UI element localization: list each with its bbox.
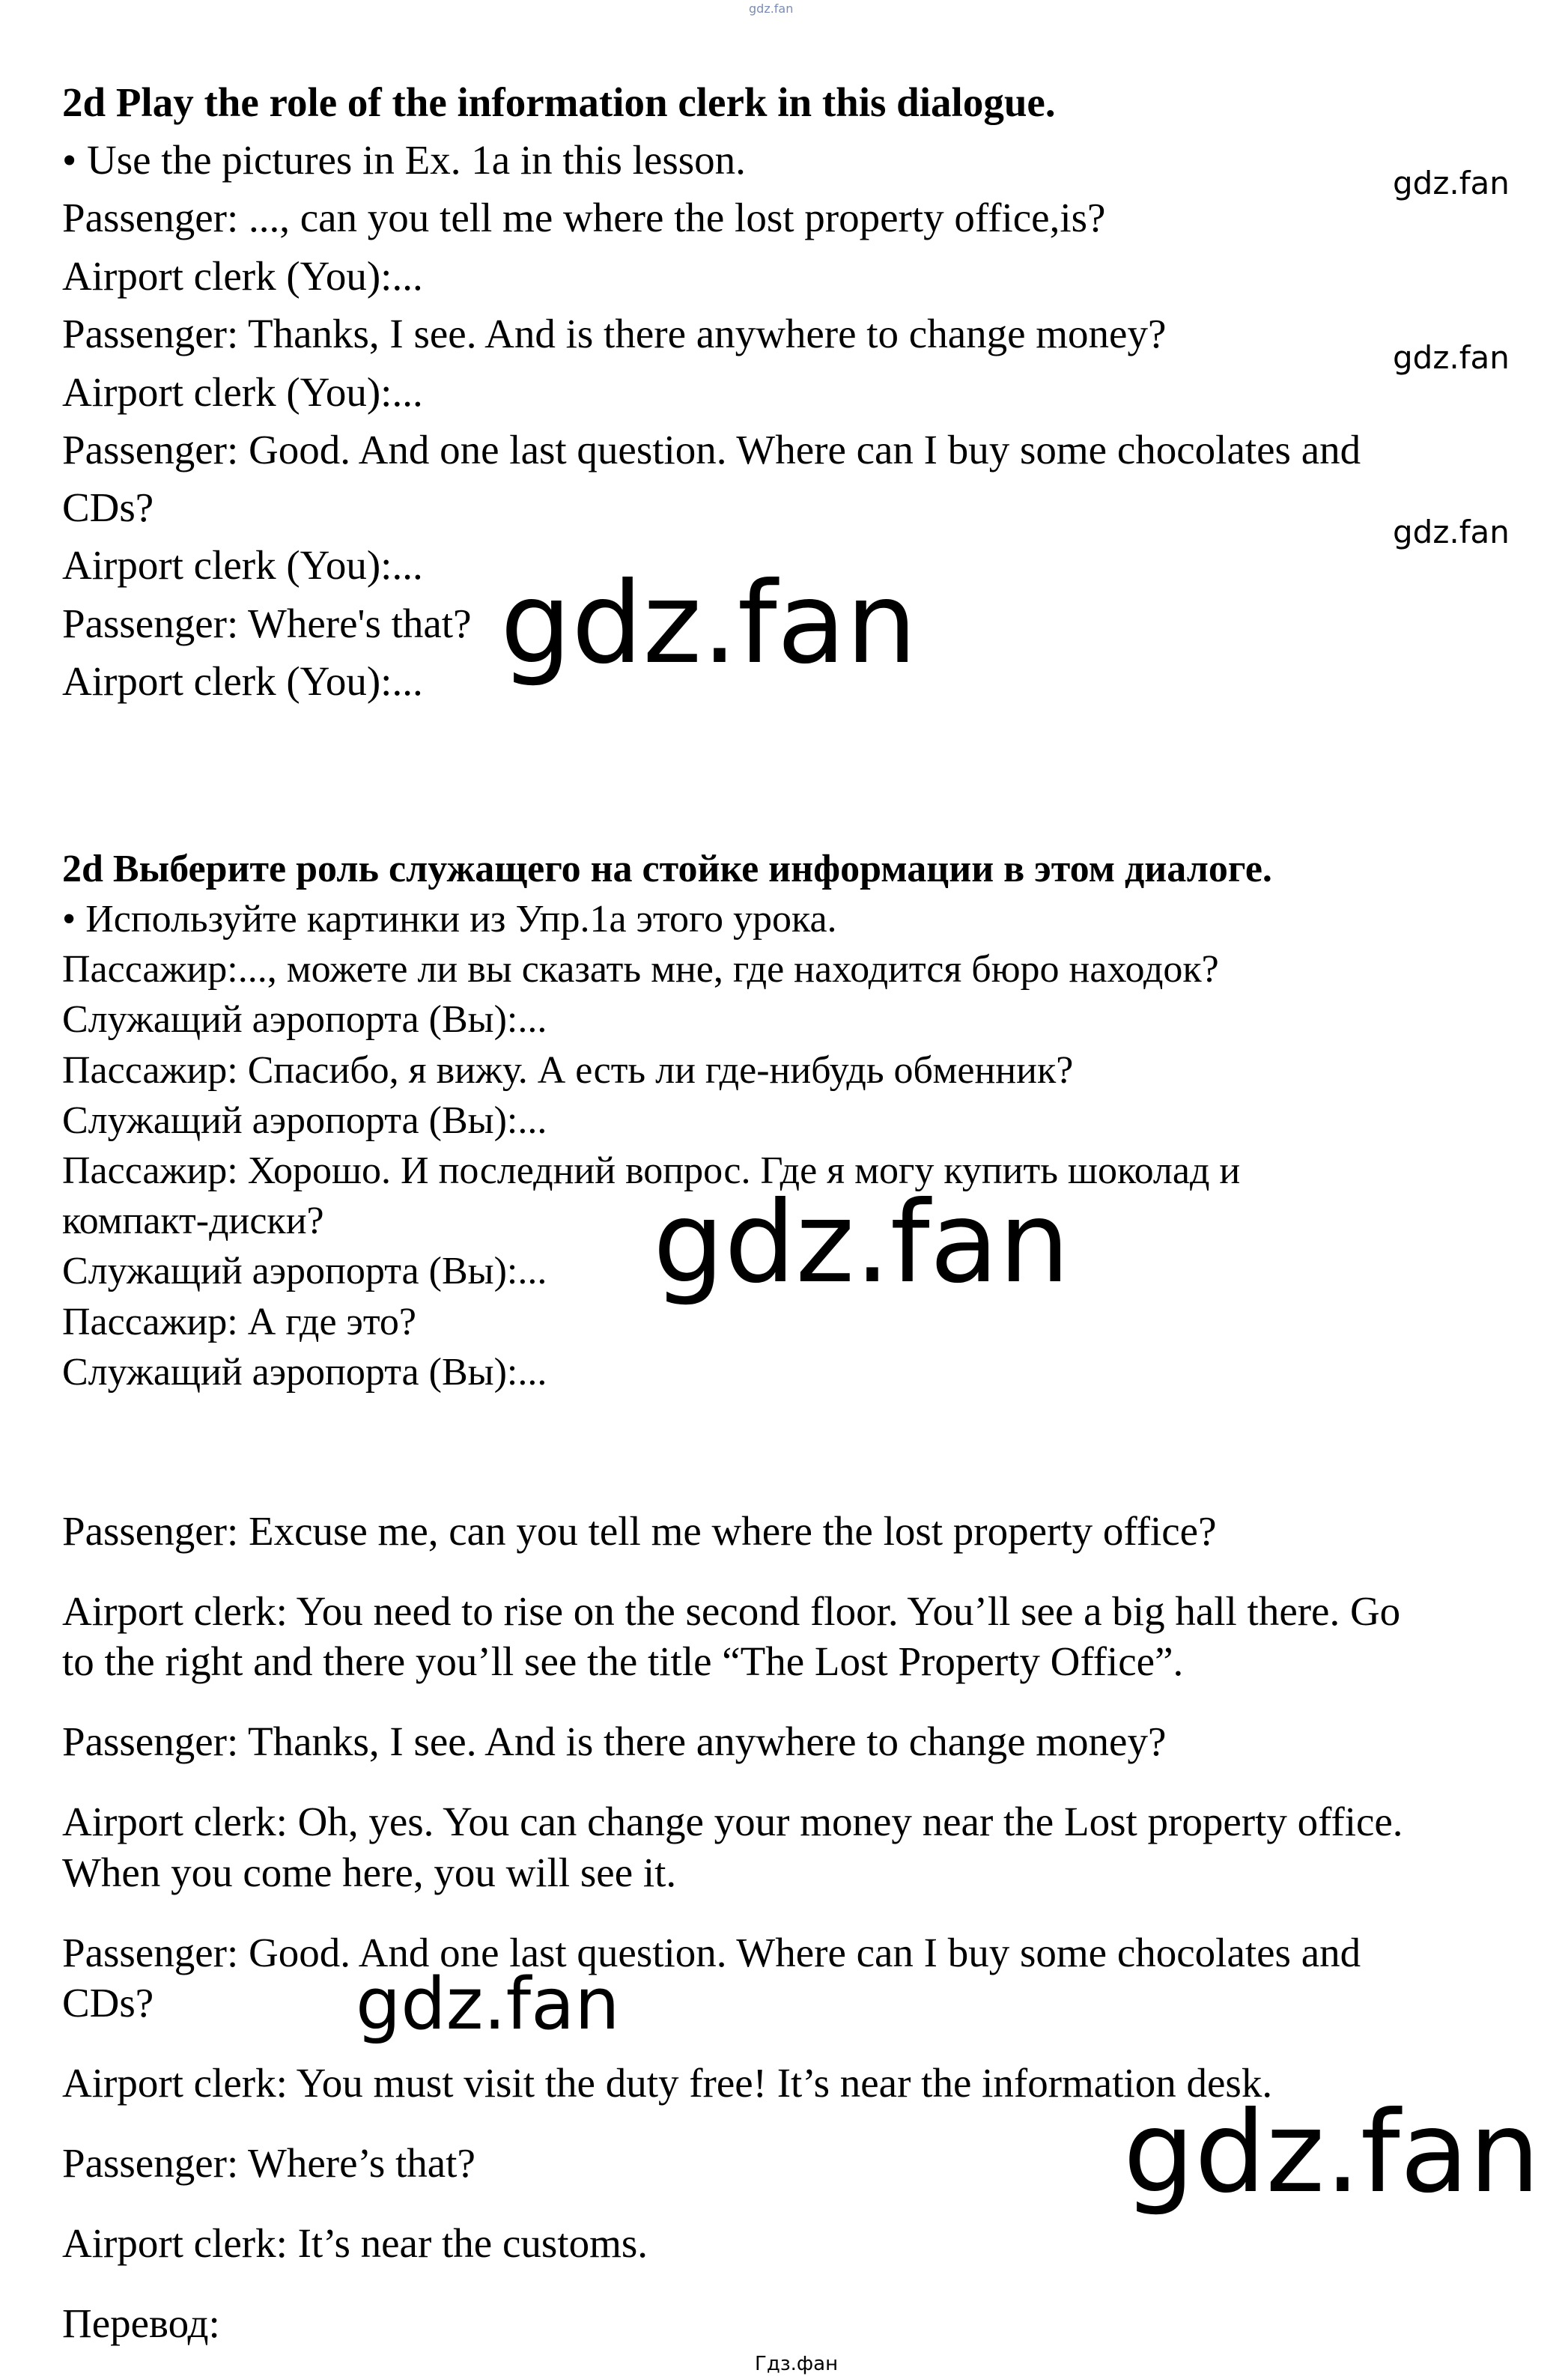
answer-line: Passenger: Thanks, I see. And is there anywhere to change money? [62, 1719, 1167, 1764]
task-en-line: Airport clerk (You):... [62, 658, 423, 704]
task-ru-line: Пассажир: А где это? [62, 1301, 416, 1343]
answer-line: to the right and there you’ll see the title “The Lost Property Office”. [62, 1638, 1184, 1684]
task-ru-line: Пассажир: Хорошо. И последний вопрос. Где я могу купить шоколад и [62, 1149, 1241, 1192]
task-ru-title: 2d Выберите роль служащего на стойке информации в этом диалоге. [62, 848, 1272, 890]
watermark-footer: Гдз.фан [755, 2353, 839, 2375]
answer-line: Passenger: Excuse me, can you tell me where the lost property office? [62, 1508, 1217, 1554]
watermark-big: gdz.fan [500, 559, 917, 689]
task-en-line: Airport clerk (You):... [62, 253, 423, 299]
task-ru-line: Служащий аэропорта (Вы):... [62, 1351, 547, 1394]
answer-line: Airport clerk: Oh, yes. You can change your money near the Lost property office. [62, 1799, 1403, 1844]
answer-line: Passenger: Good. And one last question. Where can I buy some chocolates and [62, 1930, 1361, 1975]
task-en-line: Airport clerk (You):... [62, 369, 423, 415]
task-ru-line: • Используйте картинки из Упр.1a этого урока. [62, 898, 837, 941]
answer-line: Перевод: [62, 2300, 220, 2346]
watermark-small: gdz.fan [1393, 339, 1510, 376]
watermark-small: gdz.fan [1393, 165, 1510, 201]
task-en-line: Passenger: Good. And one last question. Where can I buy some chocolates and [62, 427, 1361, 473]
task-ru-line: Пассажир:..., можете ли вы сказать мне, где находится бюро находок? [62, 948, 1219, 991]
watermark-top: gdz.fan [749, 1, 794, 16]
task-en-line: Passenger: Where's that? [62, 601, 472, 646]
watermark-mid: gdz.fan [356, 1963, 620, 2046]
answer-line: Airport clerk: You must visit the duty free! It’s near the information desk. [62, 2060, 1273, 2106]
task-ru-line: Служащий аэропорта (Вы):... [62, 1099, 547, 1142]
watermark-big: gdz.fan [653, 1178, 1070, 1308]
task-ru-line: Служащий аэропорта (Вы):... [62, 998, 547, 1041]
watermark-big: gdz.fan [1123, 2088, 1540, 2218]
task-en-line: CDs? [62, 484, 154, 530]
answer-line: When you come here, you will see it. [62, 1850, 677, 1895]
task-en-title: 2d Play the role of the information clerk in this dialogue. [62, 79, 1056, 125]
answer-line: CDs? [62, 1980, 154, 2026]
task-ru-line: компакт-диски? [62, 1200, 324, 1242]
task-en-line: Passenger: ..., can you tell me where the lost property office,is? [62, 195, 1106, 240]
answer-line: Airport clerk: It’s near the customs. [62, 2220, 648, 2266]
task-ru-line: Пассажир: Спасибо, я вижу. А есть ли где-нибудь обменник? [62, 1049, 1074, 1092]
answer-line: Airport clerk: You need to rise on the second floor. You’ll see a big hall there. Go [62, 1588, 1401, 1634]
task-en-line: Passenger: Thanks, I see. And is there anywhere to change money? [62, 311, 1167, 356]
answer-line: Passenger: Where’s that? [62, 2140, 475, 2186]
watermark-small: gdz.fan [1393, 514, 1510, 550]
task-en-line: • Use the pictures in Ex. 1a in this lesson. [62, 137, 746, 183]
task-en-line: Airport clerk (You):... [62, 542, 423, 588]
task-ru-line: Служащий аэропорта (Вы):... [62, 1250, 547, 1292]
